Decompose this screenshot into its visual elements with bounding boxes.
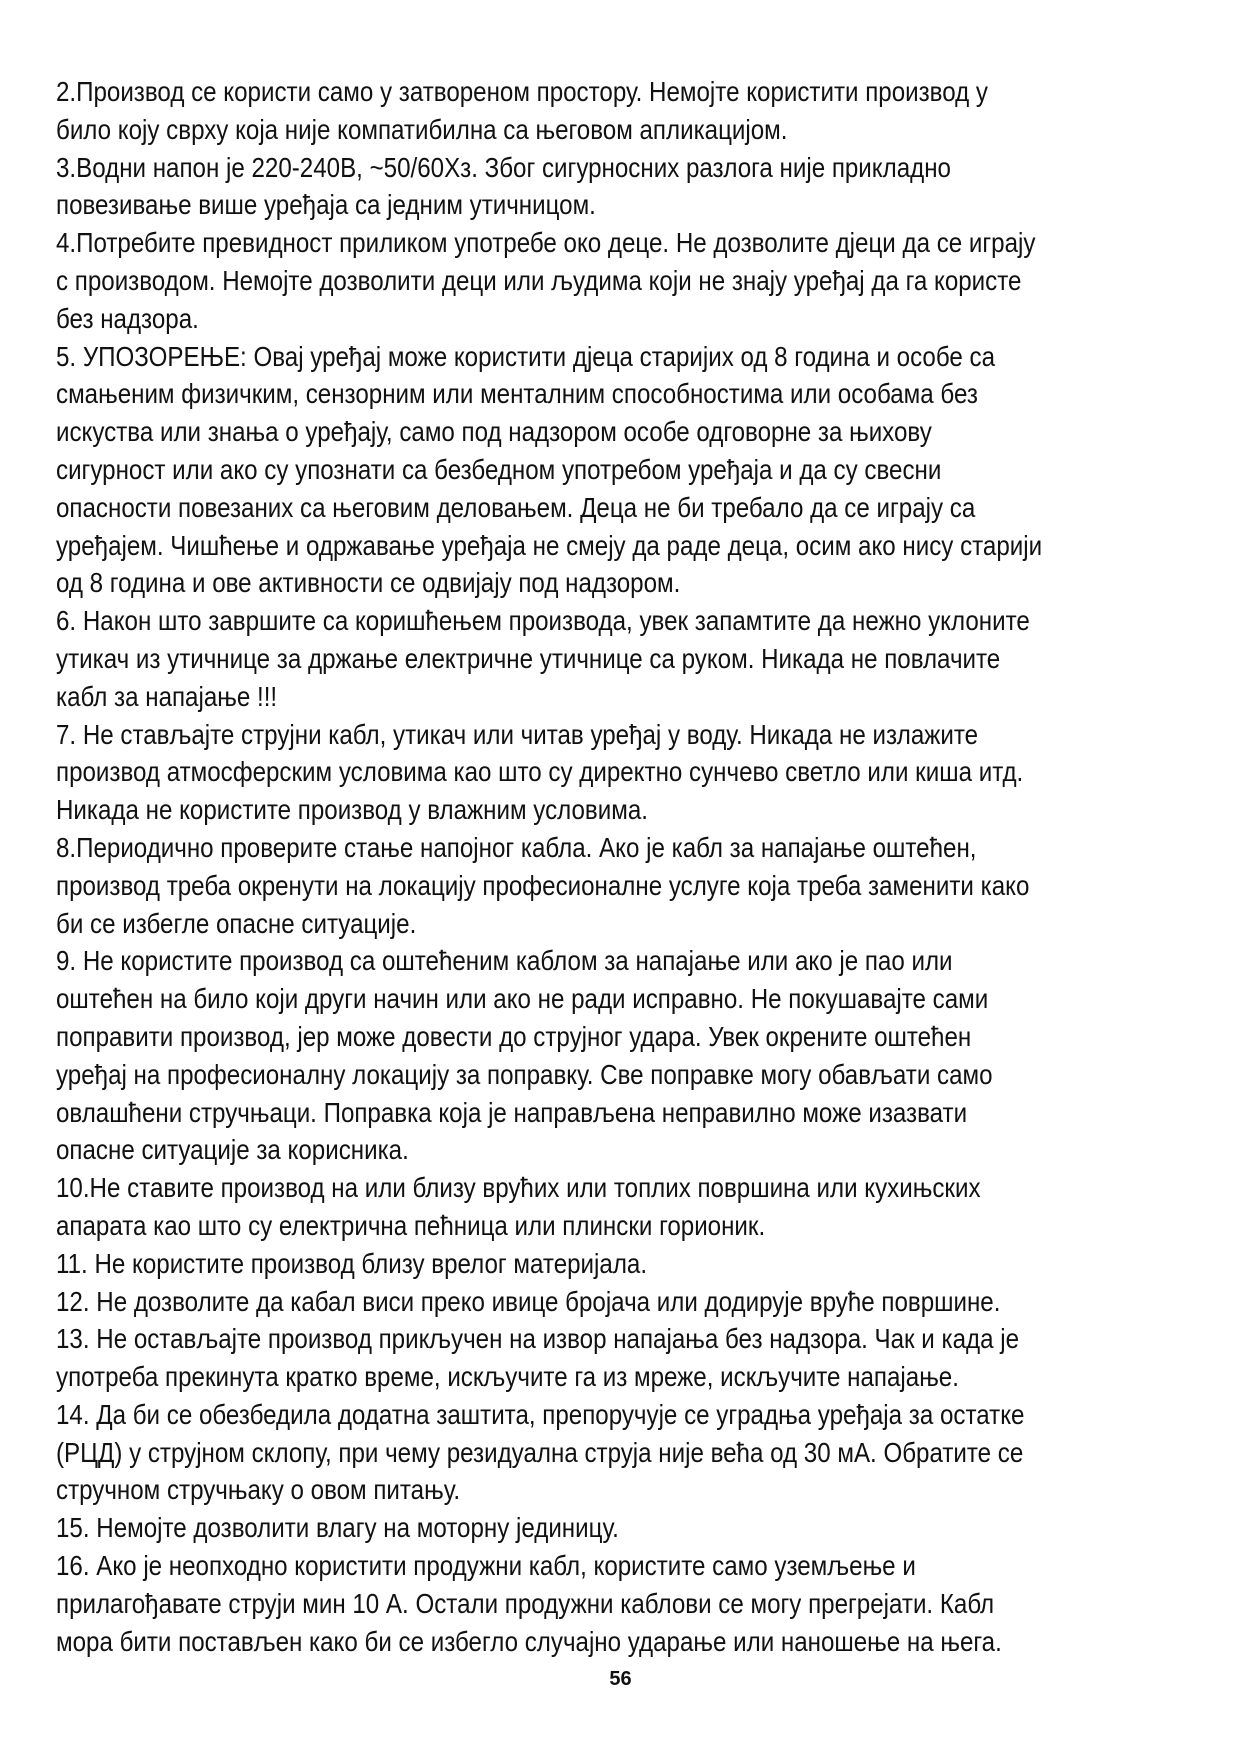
text-line: (РЦД) у струјном склопу, при чему резидуална струја није већа од 30 мА. Обратите се	[56, 1436, 1024, 1468]
page-number: 56	[609, 1668, 632, 1690]
text-line: Никада не користите производ у влажним условима.	[56, 794, 648, 826]
text-line: поправити производ, јер може довести до струјног удара. Увек окрените оштећен	[56, 1020, 972, 1052]
text-line: производ атмосферским условима као што су директно сунчево светло или киша итд.	[56, 756, 1024, 788]
text-line: би се избегле опасне ситуације.	[56, 907, 417, 939]
text-line: 3.Водни напон је 220-240В, ~50/60Хз. Због сигурносних разлога није прикладно	[56, 151, 951, 183]
text-line: с производом. Немојте дозволити деци или људима који не знају уређај да га користе	[56, 264, 1022, 296]
text-line: прилагођавате струји мин 10 А. Остали продужни каблови се могу прегрејати. Кабл	[56, 1587, 995, 1619]
text-line: апарата као што су електрична пећница или плински горионик.	[56, 1209, 766, 1241]
text-line: 11. Не користите производ близу врелог материјала.	[56, 1247, 648, 1279]
text-line: од 8 година и ове активности се одвијају под надзором.	[56, 567, 681, 599]
text-line: било коју сврху која није компатибилна са његовом апликацијом.	[56, 113, 788, 145]
text-line: употреба прекинута кратко време, искључите га из мреже, искључите напајање.	[56, 1361, 959, 1393]
text-line: 7. Не стављајте струјни кабл, утикач или читав уређај у воду. Никада не излажите	[56, 718, 979, 750]
text-line: уређај на професионалну локацију за поправку. Све поправке могу обављати само	[56, 1058, 993, 1090]
text-line: утикач из утичнице за држање електричне утичнице са руком. Никада не повлачите	[56, 642, 1001, 674]
text-line: 4.Потребите превидност приликом употребе око деце. Не дозволите дјеци да се играју	[56, 227, 1036, 259]
text-line: 16. Ако је неопходно користити продужни кабл, користите само уземљење и	[56, 1550, 916, 1582]
text-line: опасне ситуације за корисника.	[56, 1134, 409, 1166]
text-line: уређајем. Чишћење и одржавање уређаја не смеју да раде деца, осим ако нису старији	[56, 529, 1043, 561]
text-line: 6. Након што завршите са коришћењем производа, увек запамтите да нежно уклоните	[56, 605, 1030, 637]
text-line: оштећен на било који други начин или ако не ради исправно. Не покушавајте сами	[56, 983, 989, 1015]
text-line: 10.Не ставите производ на или близу врућих или топлих површина или кухињских	[56, 1172, 981, 1204]
text-line: мора бити постављен како би се избегло случајно ударање или наношење на њега.	[56, 1625, 1002, 1657]
text-line: без надзора.	[56, 302, 199, 334]
text-line: 2.Производ се користи само у затвореном простору. Немојте користити производ у	[56, 76, 988, 107]
text-line: 12. Не дозволите да кабал виси преко ивице бројача или додирује вруће површине.	[56, 1285, 1001, 1317]
text-line: опасности повезаних са његовим деловањем. Деца не би требало да се играју са	[56, 491, 976, 523]
text-line: повезивање више уређаја са једним утичницом.	[56, 189, 596, 221]
document-body-text	[56, 73, 1043, 1660]
text-line: сигурност или ако су упознати са безбедном употребом уређаја и да су свесни	[56, 453, 942, 485]
text-line: стручном стручњаку о овом питању.	[56, 1474, 461, 1506]
text-line: 8.Периодично проверите стање напојног кабла. Ако је кабл за напајање оштећен,	[56, 831, 977, 863]
text-line: производ треба окренути на локацију професионалне услуге која треба заменити како	[56, 869, 1030, 901]
text-line: 5. УПОЗОРЕЊЕ: Овај уређај може користити дјеца старијих од 8 година и особе са	[56, 340, 996, 372]
text-line: искуства или знања о уређају, само под надзором особе одговорне за њихову	[56, 416, 932, 448]
text-line: 14. Да би се обезбедила додатна заштита, препоручује се уградња уређаја за остатке	[56, 1398, 1025, 1430]
text-line: кабл за напајање !!!	[56, 680, 278, 712]
text-line: 13. Не остављајте производ прикључен на извор напајања без надзора. Чак и када је	[56, 1323, 1020, 1355]
text-line: 9. Не користите производ са оштећеним каблом за напајање или ако је пао или	[56, 945, 953, 977]
text-line: овлашћени стручњаци. Поправка која је направљена неправилно може изазвати	[56, 1096, 968, 1128]
text-line: 15. Немојте дозволити влагу на моторну јединицу.	[56, 1512, 619, 1544]
text-line: смањеним физичким, сензорним или менталним способностима или особама без	[56, 378, 978, 410]
